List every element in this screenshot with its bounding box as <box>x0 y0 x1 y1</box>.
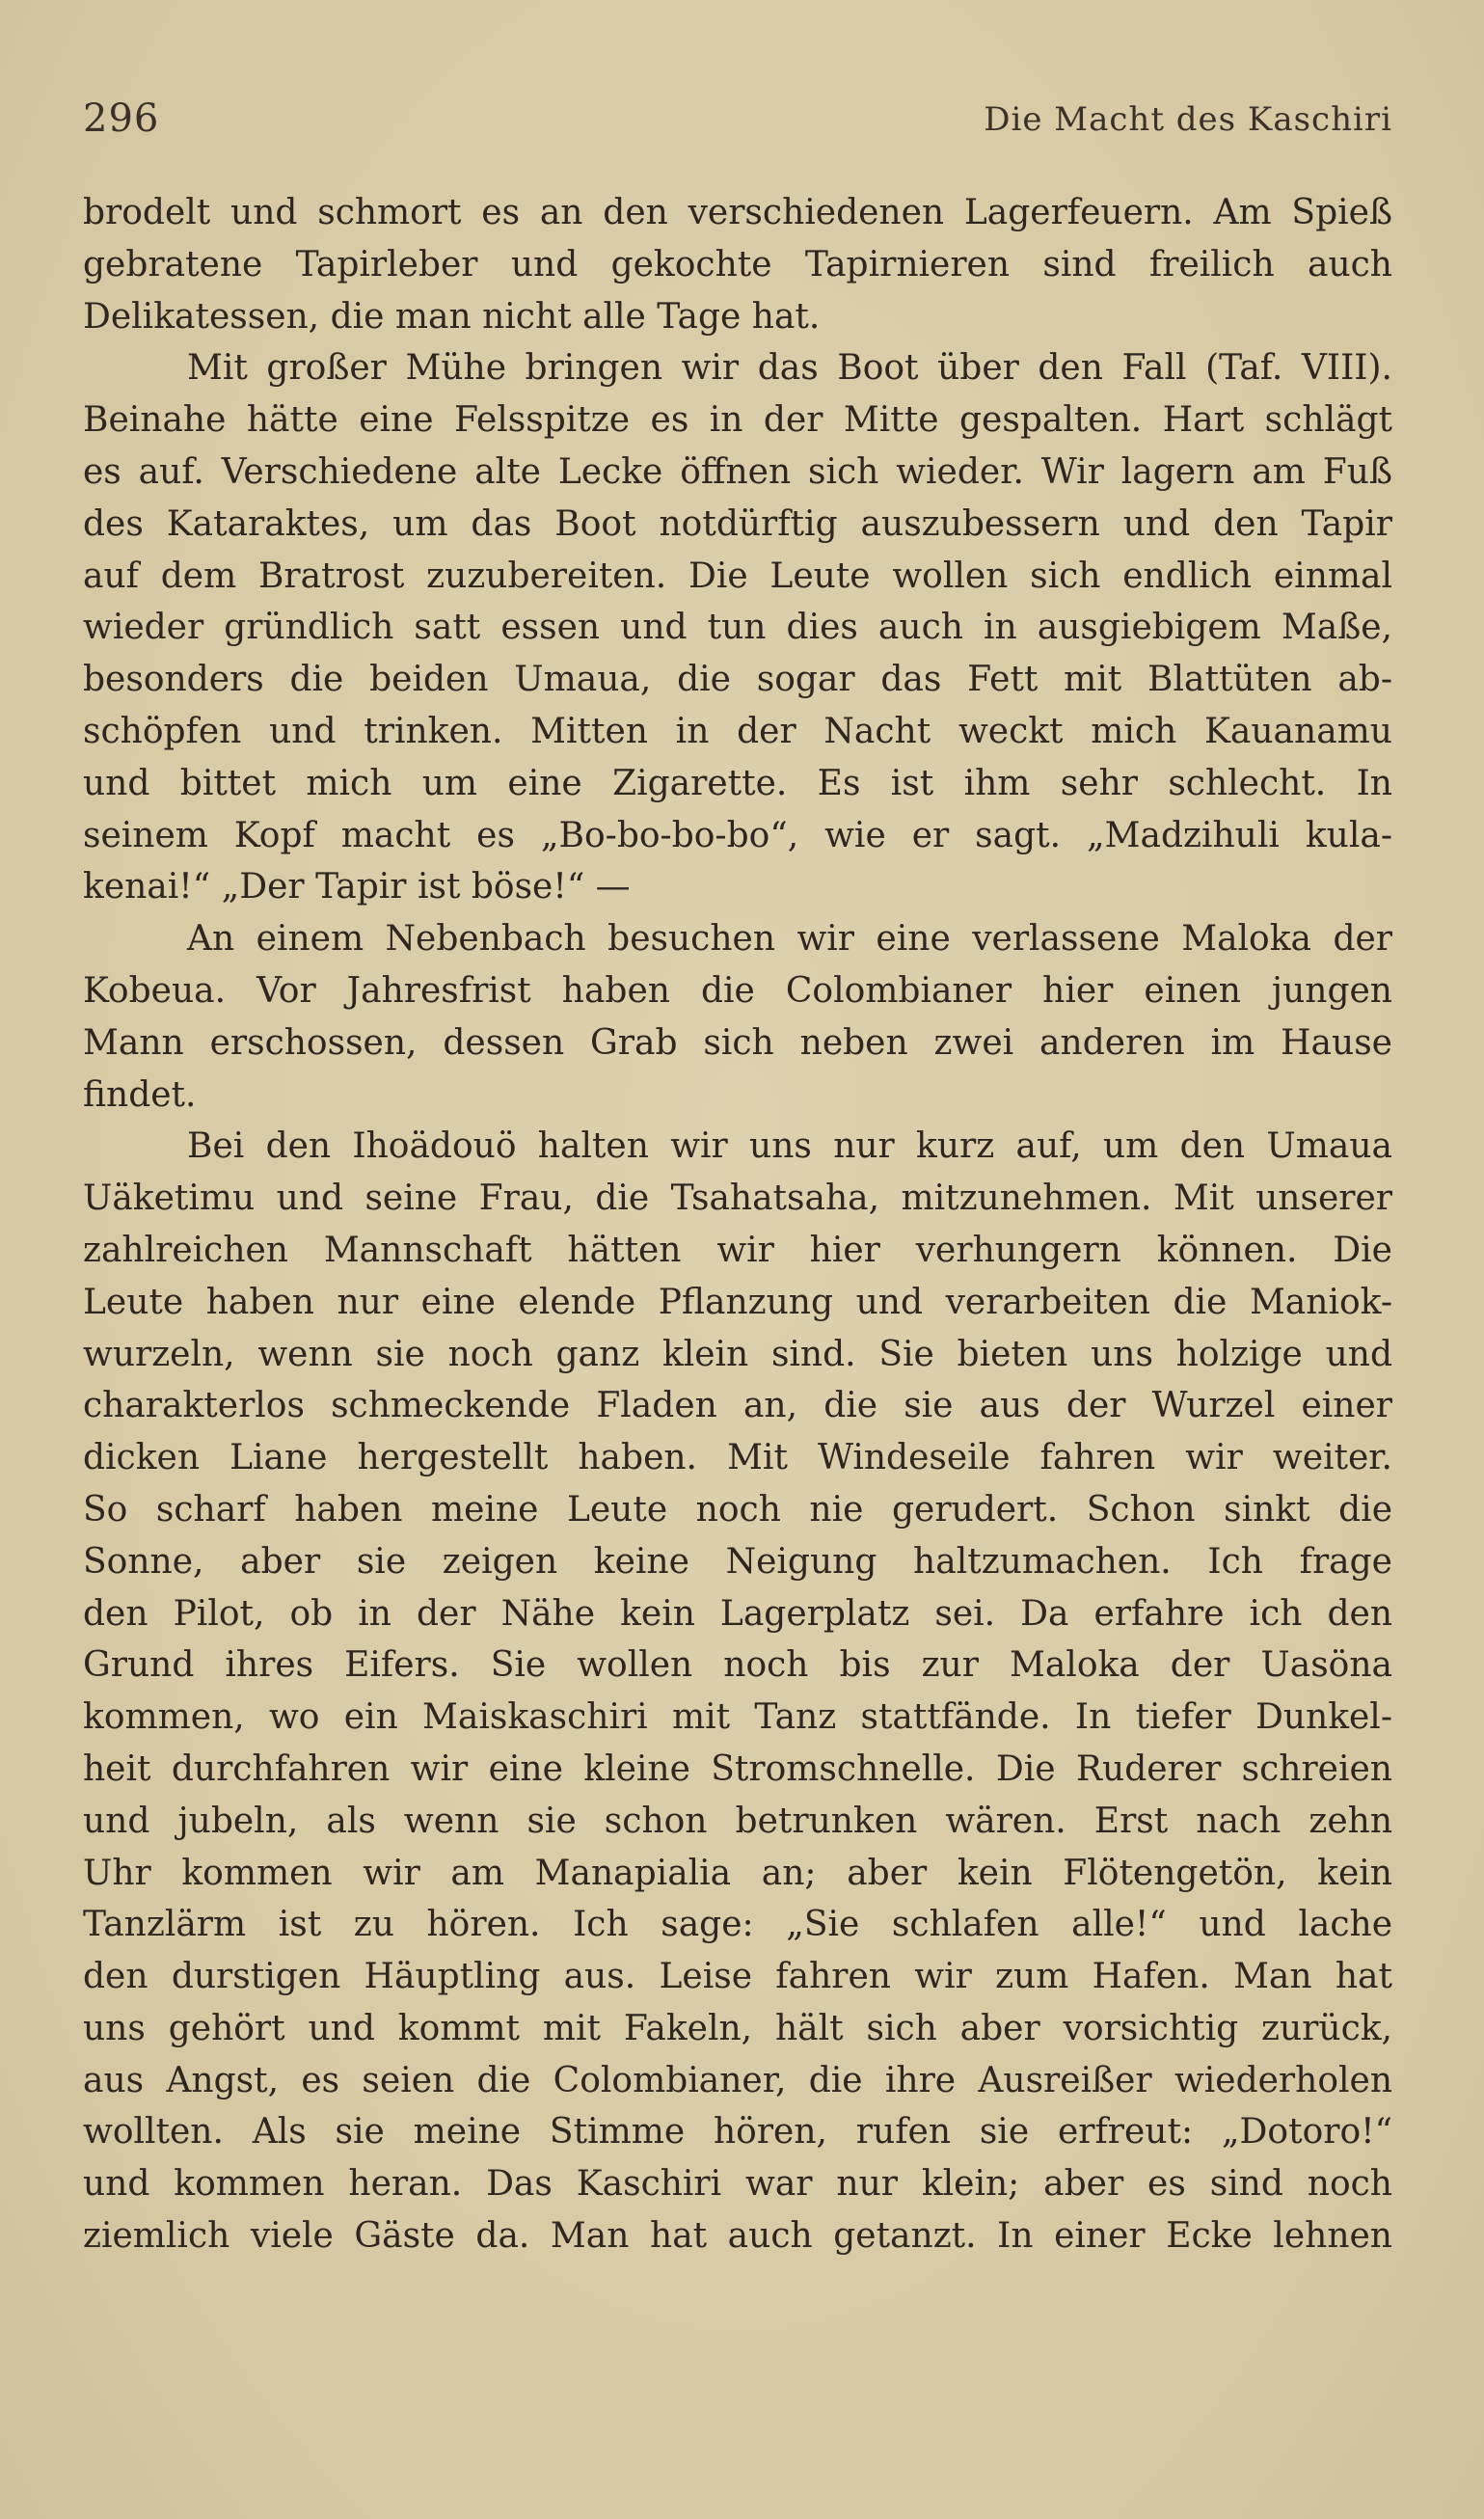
text-line: Tanzlärm ist zu hören. Ich sage: „Sie schlafen alle!“ und lache <box>83 1905 1392 1945</box>
text-line: Leute haben nur eine elende Pflanzung und verarbeiten die Maniok- <box>83 1282 1392 1322</box>
text-line: wieder gründlich satt essen und tun dies auch in ausgiebigem Maße, <box>83 608 1392 648</box>
text-line: Mit großer Mühe bringen wir das Boot über den Fall (Taf. VIII). <box>187 348 1392 389</box>
text-line: Uäketimu und seine Frau, die Tsahatsaha, mitzunehmen. Mit unserer <box>83 1178 1392 1219</box>
text-line: Grund ihres Eifers. Sie wollen noch bis zur Maloka der Uasöna <box>83 1645 1392 1686</box>
text-line: es auf. Verschiedene alte Lecke öffnen sich wieder. Wir lagern am Fuß <box>83 451 1392 492</box>
running-title: Die Macht des Kaschiri <box>984 100 1392 139</box>
text-line: So scharf haben meine Leute noch nie gerudert. Schon sinkt die <box>83 1489 1392 1530</box>
text-line: Sonne, aber sie zeigen keine Neigung haltzumachen. Ich frage <box>83 1541 1392 1582</box>
text-line: charakterlos schmeckende Fladen an, die sie aus der Wurzel einer <box>83 1386 1392 1426</box>
text-line: dicken Liane hergestellt haben. Mit Windeseile fahren wir weiter. <box>83 1438 1392 1478</box>
text-line: und bittet mich um eine Zigarette. Es ist ihm sehr schlecht. In <box>83 763 1392 803</box>
text-line: heit durchfahren wir eine kleine Stromschnelle. Die Ruderer schreien <box>83 1748 1392 1789</box>
page-number: 296 <box>83 96 160 141</box>
text-line: Delikatessen, die man nicht alle Tage hat. <box>83 296 821 337</box>
text-line: und kommen heran. Das Kaschiri war nur klein; aber es sind noch <box>83 2164 1392 2205</box>
text-line: Bei den Ihoädouö halten wir uns nur kurz auf, um den Umaua <box>187 1126 1392 1167</box>
text-line: ziemlich viele Gäste da. Man hat auch getanzt. In einer Ecke lehnen <box>83 2216 1392 2257</box>
text-line: aus Angst, es seien die Colombianer, die ihre Ausreißer wiederholen <box>83 2060 1392 2100</box>
text-line: wurzeln, wenn sie noch ganz klein sind. Sie bieten uns holzige und <box>83 1334 1392 1374</box>
text-line: kommen, wo ein Maiskaschiri mit Tanz stattfände. In tiefer Dunkel- <box>83 1697 1392 1738</box>
text-line: uns gehört und kommt mit Fakeln, hält sich aber vorsichtig zurück, <box>83 2008 1392 2048</box>
text-line: gebratene Tapirleber und gekochte Tapirnieren sind freilich auch <box>83 244 1392 284</box>
text-line: wollten. Als sie meine Stimme hören, rufen sie erfreut: „Dotoro!“ <box>83 2112 1392 2153</box>
text-line: brodelt und schmort es an den verschiedenen Lagerfeuern. Am Spieß <box>83 193 1392 232</box>
text-line: findet. <box>83 1074 197 1115</box>
text-line: besonders die beiden Umaua, die sogar das Fett mit Blattüten ab- <box>83 660 1392 700</box>
text-line: des Kataraktes, um das Boot notdürftig auszubessern und den Tapir <box>83 503 1392 544</box>
text-line: den Pilot, ob in der Nähe kein Lagerplatz sei. Da erfahre ich den <box>83 1593 1392 1634</box>
text-line: Mann erschossen, dessen Grab sich neben zwei anderen im Hause <box>83 1022 1392 1063</box>
text-line: auf dem Bratrost zuzubereiten. Die Leute wollen sich endlich einmal <box>83 555 1392 596</box>
text-line: Kobeua. Vor Jahresfrist haben die Colombianer hier einen jungen <box>83 970 1392 1011</box>
text-line: seinem Kopf macht es „Bo-bo-bo-bo“, wie er sagt. „Madzihuli kula- <box>83 815 1392 855</box>
text-line: den durstigen Häuptling aus. Leise fahren wir zum Hafen. Man hat <box>83 1957 1392 1997</box>
text-line: zahlreichen Mannschaft hätten wir hier verhungern können. Die <box>83 1230 1392 1270</box>
text-line: kenai!“ „Der Tapir ist böse!“ — <box>83 867 631 907</box>
text-line: Beinahe hätte eine Felsspitze es in der Mitte gespalten. Hart schlägt <box>83 400 1392 441</box>
text-line: An einem Nebenbach besuchen wir eine verlassene Maloka der <box>187 919 1392 960</box>
body-text <box>83 187 1392 2262</box>
text-line: schöpfen und trinken. Mitten in der Nacht weckt mich Kauanamu <box>83 711 1392 751</box>
text-line: Uhr kommen wir am Manapialia an; aber kein Flötengetön, kein <box>83 1853 1392 1893</box>
text-line: und jubeln, als wenn sie schon betrunken wären. Erst nach zehn <box>83 1801 1392 1841</box>
page-header <box>83 96 1392 154</box>
